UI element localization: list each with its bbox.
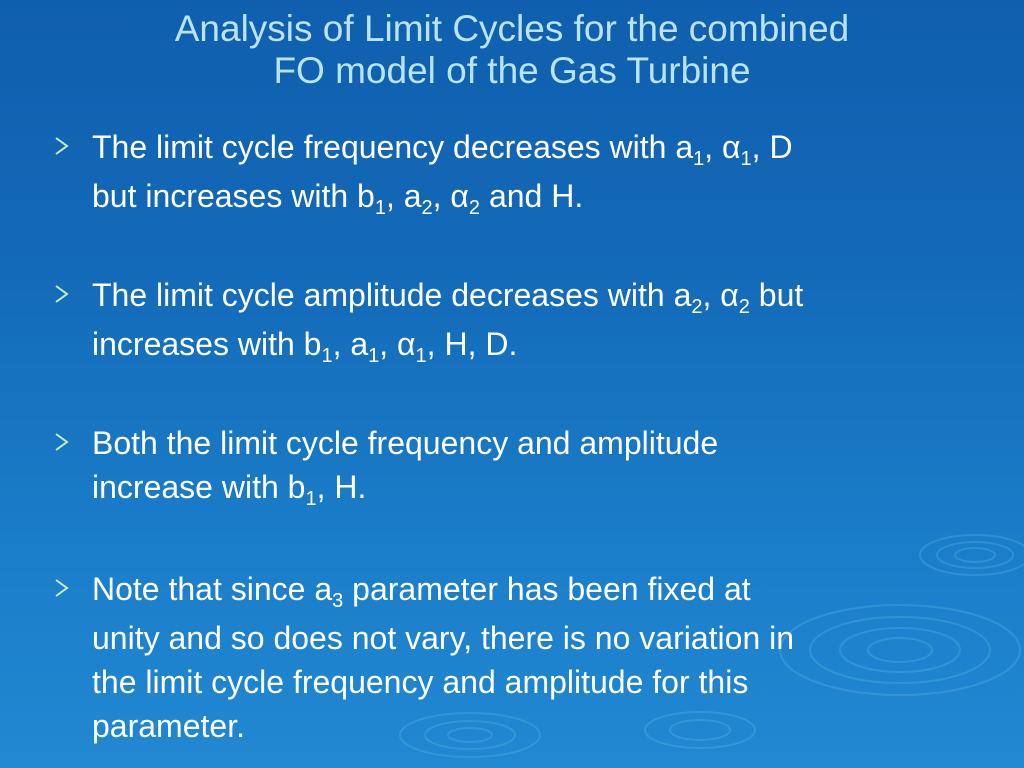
- bullet-line: unity and so does not vary, there is no variation in: [92, 620, 795, 656]
- bullet-text: [92, 273, 992, 371]
- bullet-line: The limit cycle frequency decreases with $a_1$, $\alpha_1$, D: [92, 129, 793, 170]
- bullet-line: the limit cycle frequency and amplitude for this: [92, 664, 749, 700]
- arrow-bullet-icon: [54, 431, 70, 453]
- bullet-line: increases with $b_1$, $a_1$, $\alpha_1$, H, D.: [92, 326, 518, 367]
- bullet-text: [92, 125, 992, 223]
- arrow-bullet-icon: [54, 135, 70, 157]
- arrow-bullet-icon: [54, 283, 70, 305]
- bullet-text: [92, 421, 992, 514]
- bullet-line: parameter.: [92, 708, 245, 744]
- bullet-line: Both the limit cycle frequency and amplitude: [92, 425, 719, 461]
- bullet-text: [92, 567, 992, 748]
- arrow-bullet-icon: [54, 577, 70, 599]
- slide-title: [0, 8, 1024, 92]
- bullet-line: The limit cycle amplitude decreases with $a_2$, $\alpha_2$ but: [92, 277, 804, 318]
- slide-title-line-2: FO model of the Gas Turbine: [273, 50, 751, 91]
- bullet-line: increase with $b_1$, H.: [92, 469, 367, 510]
- bullet-line: but increases with $b_1$, $a_2$, $\alpha_2$ and H.: [92, 178, 584, 219]
- bullet-line: Note that since $a_3$ parameter has been fixed at: [92, 571, 751, 612]
- slide-title-line-1: Analysis of Limit Cycles for the combined: [174, 8, 850, 49]
